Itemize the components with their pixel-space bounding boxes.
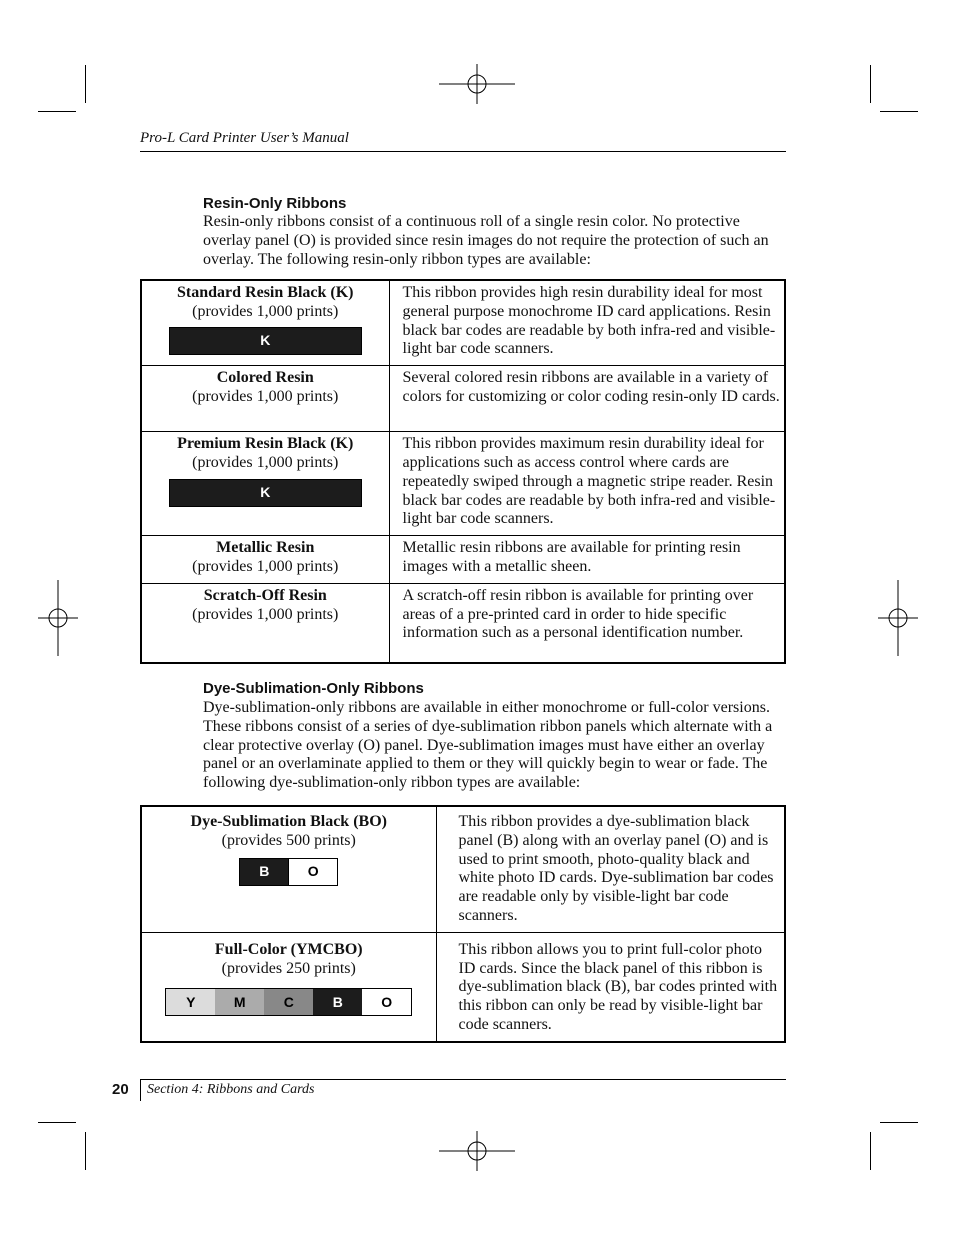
table-row	[141, 366, 785, 432]
panel-b: B	[240, 859, 288, 885]
panel-k: K	[170, 480, 361, 506]
crop-mark	[38, 1122, 76, 1123]
resin-section-heading: Resin-Only Ribbons	[203, 195, 347, 212]
ribbon-name-cell	[141, 536, 389, 584]
ribbon-prints: (provides 500 prints)	[221, 831, 356, 849]
crop-mark	[880, 111, 918, 112]
panel-o: O	[362, 989, 411, 1015]
panel-c: C	[264, 989, 313, 1015]
dye-section-intro: Dye-sublimation-only ribbons are available in either monochrome or full-color versions. These ribbons consist of a series of dye-sublimation ribbon panels which alternate with a clear protective overlay (O) panel. Dye-sublimation images must have either an overlay panel or an overlaminate applied to them or they will quickly begin to wear or fade. The following dye-sublimation-only ribbon types are available:	[203, 699, 773, 792]
ribbon-name-cell	[141, 366, 389, 432]
ribbon-description: A scratch-off resin ribbon is available for printing over areas of a pre-printed card in order to hide specific information such as a personal identification number.	[389, 583, 785, 663]
ribbon-panel-diagram	[165, 988, 412, 1016]
registration-mark-icon	[878, 580, 918, 656]
panel-o: O	[288, 859, 337, 885]
registration-mark-icon	[439, 64, 515, 104]
panel-y: Y	[166, 989, 215, 1015]
ribbon-name: Colored Resin	[216, 369, 314, 387]
registration-mark-icon	[38, 580, 78, 656]
ribbon-panel-diagram	[169, 479, 362, 507]
ribbon-name-cell	[141, 583, 389, 663]
ribbon-panel-diagram	[239, 858, 338, 886]
crop-mark	[85, 1132, 86, 1170]
crop-mark	[880, 1122, 918, 1123]
ribbon-name: Metallic Resin	[216, 539, 315, 557]
panel-m: M	[215, 989, 264, 1015]
header-rule	[140, 151, 786, 152]
ribbon-description: This ribbon provides maximum resin durability ideal for applications such as access control where cards are repeatedly swiped through a magnetic stripe reader. Resin black bar codes are readable by both infra-red and visible-light bar code scanners.	[389, 432, 785, 536]
ribbon-description: Several colored resin ribbons are available in a variety of colors for customizing or color coding resin-only ID cards.	[389, 366, 785, 432]
footer-rule	[140, 1079, 786, 1080]
ribbon-name: Scratch-Off Resin	[203, 586, 327, 604]
ribbon-name-cell	[141, 432, 389, 536]
panel-k: K	[170, 328, 361, 354]
footer-separator	[140, 1080, 141, 1101]
table-row	[141, 932, 785, 1041]
ribbon-name: Dye-Sublimation Black (BO)	[190, 813, 387, 830]
panel-b: B	[313, 989, 362, 1015]
ribbon-prints: (provides 250 prints)	[221, 959, 356, 977]
ribbon-description: This ribbon allows you to print full-color photo ID cards. Since the black panel of this ribbon is dye-sublimation black (B), bar codes printed with this ribbon can only be read by visible-light bar code scanners.	[436, 932, 785, 1041]
ribbon-name-cell	[141, 932, 436, 1041]
ribbon-name: Premium Resin Black (K)	[177, 435, 354, 453]
dye-ribbon-table	[140, 805, 786, 1043]
table-row	[141, 806, 785, 932]
ribbon-prints: (provides 1,000 prints)	[192, 605, 339, 623]
crop-mark	[870, 65, 871, 103]
ribbon-prints: (provides 1,000 prints)	[192, 302, 339, 320]
ribbon-name-cell	[141, 280, 389, 366]
ribbon-name: Full-Color (YMCBO)	[214, 940, 363, 958]
ribbon-panel-diagram	[169, 327, 362, 355]
ribbon-name: Standard Resin Black (K)	[177, 284, 354, 301]
ribbon-prints: (provides 1,000 prints)	[192, 453, 339, 471]
ribbon-description: This ribbon provides a dye-sublimation black panel (B) along with an overlay panel (O) and is used to print smooth, photo-quality black and white photo ID cards. Dye-sublimation bar codes are readable only by visible-light bar code scanners.	[436, 806, 785, 932]
ribbon-name-cell	[141, 806, 436, 932]
table-row	[141, 280, 785, 366]
crop-mark	[85, 65, 86, 103]
table-row	[141, 583, 785, 663]
ribbon-prints: (provides 1,000 prints)	[192, 387, 339, 405]
table-row	[141, 432, 785, 536]
dye-section-heading: Dye-Sublimation-Only Ribbons	[203, 680, 424, 697]
resin-ribbon-table	[140, 279, 786, 664]
crop-mark	[38, 111, 76, 112]
table-row	[141, 536, 785, 584]
ribbon-prints: (provides 1,000 prints)	[192, 557, 339, 575]
running-header: Pro-L Card Printer User’s Manual	[140, 130, 349, 146]
page-number: 20	[112, 1081, 129, 1098]
registration-mark-icon	[439, 1131, 515, 1171]
resin-section-intro: Resin-only ribbons consist of a continuous roll of a single resin color. No protective overlay panel (O) is provided since resin images do not require the protection of such an overlay. The following resin-only ribbon types are available:	[203, 213, 769, 268]
crop-mark	[870, 1132, 871, 1170]
ribbon-description: This ribbon provides high resin durability ideal for most general purpose monochrome ID card applications. Resin black bar codes are readable by both infra-red and visible-light bar code scanners.	[389, 280, 785, 366]
footer-section-title: Section 4: Ribbons and Cards	[147, 1082, 315, 1097]
ribbon-description: Metallic resin ribbons are available for printing resin images with a metallic sheen.	[389, 536, 785, 584]
